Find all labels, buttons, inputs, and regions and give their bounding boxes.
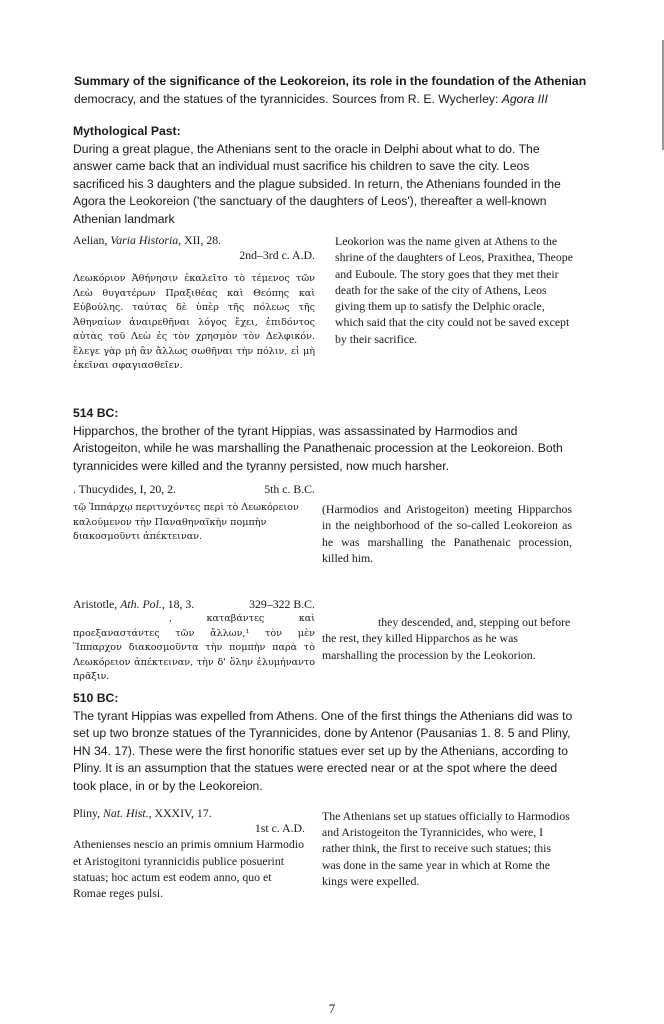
pliny-ref: , XXXIV, 17. xyxy=(148,806,212,820)
summary-block xyxy=(74,73,594,108)
bc510-section xyxy=(73,690,578,796)
aristotle-greek: , καταβάντες καὶ προεξαναστάντες τῶν ἄλλων,¹ τὸν μὲν Ἵππαρχον διακοσμοῦντα τὴν πομπὴν παρὰ τὸ Λεωκόρειον ἀπέκτειναν, τὴν δ' ὅλην ἐλυμήναντο πρᾶξιν. xyxy=(73,613,315,682)
aristotle-citation xyxy=(73,597,315,612)
thucydides-author: . Thucydides, I, 20, 2. xyxy=(73,482,176,496)
myth-body: During a great plague, the Athenians sent to the oracle in Delphi about what to do. The answer came back that an individual must sacrifice his children to save the city. Leos sacrificed his 3 daughters and the plague subsided. In return, the Athenians founded in the Agora the Leokoreion ('the sanctuary of the daughters of Leos'), thereafter a well-known Athenian landmark xyxy=(73,141,561,226)
myth-heading: Mythological Past: xyxy=(73,124,181,138)
aristotle-reference xyxy=(73,597,194,612)
aristotle-work: Ath. Pol. xyxy=(120,597,162,611)
pliny-latin: Athenienses nescio an primis omnium Harmodio et Aristogitoni tyrannicidis publice posuerint statuas; hoc actum est eodem anno, quo et Romae reges pulsi. xyxy=(73,837,304,901)
aristotle-author: Aristotle, xyxy=(73,597,121,611)
bc510-body: The tyrant Hippias was expelled from Athens. One of the first things the Athenians did was to set up two bronze statues of the Tyrannicides, done by Antenor (Pausanias 1. 8. 5 and Pliny, HN 34. 17). These were the first honorific statues ever set up by the Athenians, according to Pliny. It is an assumption that the statues were erected near or at the spot where the deed took place, in or by the Leokoreion. xyxy=(73,708,573,793)
aelian-greek: Λεωκόριον Ἀθήνησιν ἐκαλεῖτο τὸ τέμενος τῶν Λεὼ θυγατέρων Πραξιθέας καὶ Θεόπης καὶ Εὐβούλης. ταύτας δὲ ὑπὲρ τῆς πόλεως τῆς Ἀθηναίων ἀναιρεθῆναι λόγος ἔχει, ἐπιδόντος αὐτὰς τοῦ Λεὼ ἐς τὸν χρησμὸν τὸν Δελφικόν. ἔλεγε γὰρ μὴ ἂν ἄλλως σωθῆναι τὴν πόλιν, εἰ μὴ ἐκεῖναι σφαγιασθεῖεν. xyxy=(73,273,315,371)
page-number: 7 xyxy=(328,1001,336,1016)
pliny-work: Nat. Hist. xyxy=(103,806,149,820)
aelian-date: 2nd–3rd c. A.D. xyxy=(239,248,315,263)
aelian-author: Aelian, xyxy=(73,233,111,247)
pliny-author: Pliny, xyxy=(73,806,104,820)
summary-line-1: Summary of the significance of the Leokoreion, its role in the foundation of the Athenian xyxy=(74,74,587,88)
pliny-english: The Athenians set up statues officially to Harmodios and Aristogeiton the Tyrannicides, who were, I rather think, the first to receive such statues; this was done in the same year in which at Rome the kings were expelled. xyxy=(322,809,570,888)
thucydides-greek: τῷ Ἱππάρχῳ περιτυχόντες περὶ τὸ Λεωκόρειον καλούμενον τὴν Παναθηναϊκὴν πομπὴν διακοσμοῦντι ἀπέκτειναν. xyxy=(73,502,299,542)
aristotle-ref: , 18, 3. xyxy=(161,597,195,611)
myth-section xyxy=(73,123,573,229)
aelian-ref: , XII, 28. xyxy=(178,233,222,247)
thucydides-citation xyxy=(73,482,315,497)
aelian-citation xyxy=(73,233,315,263)
aelian-english: Leokorion was the name given at Athens to the shrine of the daughters of Leos, Praxithea, Theope and Euboule. The story goes that they met their death for the sake of the city of Athens, Leos giving them up to satisfy the Delphic oracle, which said that the city could not be saved except by their sacrifice. xyxy=(335,234,573,346)
aristotle-english: they descended, and, stepping out before the rest, they killed Hipparchos as he was marshalling the procession by the Leokorion. xyxy=(322,615,571,662)
aristotle-date: 329–322 B.C. xyxy=(249,597,315,611)
thucydides-date: 5th c. B.C. xyxy=(264,482,315,496)
summary-source-title: Agora III xyxy=(501,91,548,106)
bc514-body: Hipparchos, the brother of the tyrant Hippias, was assassinated by Harmodios and Aristogeiton, while he was marshalling the Panathenaic procession at the Leokoreion. Both tyrannicides were killed and the tyranny persisted, now much harsher. xyxy=(73,423,563,473)
pliny-date: 1st c. A.D. xyxy=(254,821,305,836)
aelian-work: Varia Historia xyxy=(110,233,179,247)
pliny-citation xyxy=(73,806,305,901)
summary-text: democracy, and the statues of the tyrannicides. Sources from R. E. Wycherley: xyxy=(74,91,502,106)
pliny-reference xyxy=(73,806,305,821)
bc510-heading: 510 BC: xyxy=(73,691,119,705)
thucydides-english: (Harmodios and Aristogeiton) meeting Hipparchos in the neighborhood of the so-called Leokoreion as he was marshalling the Panathenaic procession, killed him. xyxy=(322,502,572,565)
aelian-reference xyxy=(73,233,315,248)
summary-line-2 xyxy=(74,91,594,109)
bc514-section xyxy=(73,405,575,475)
bc514-heading: 514 BC: xyxy=(73,406,119,420)
